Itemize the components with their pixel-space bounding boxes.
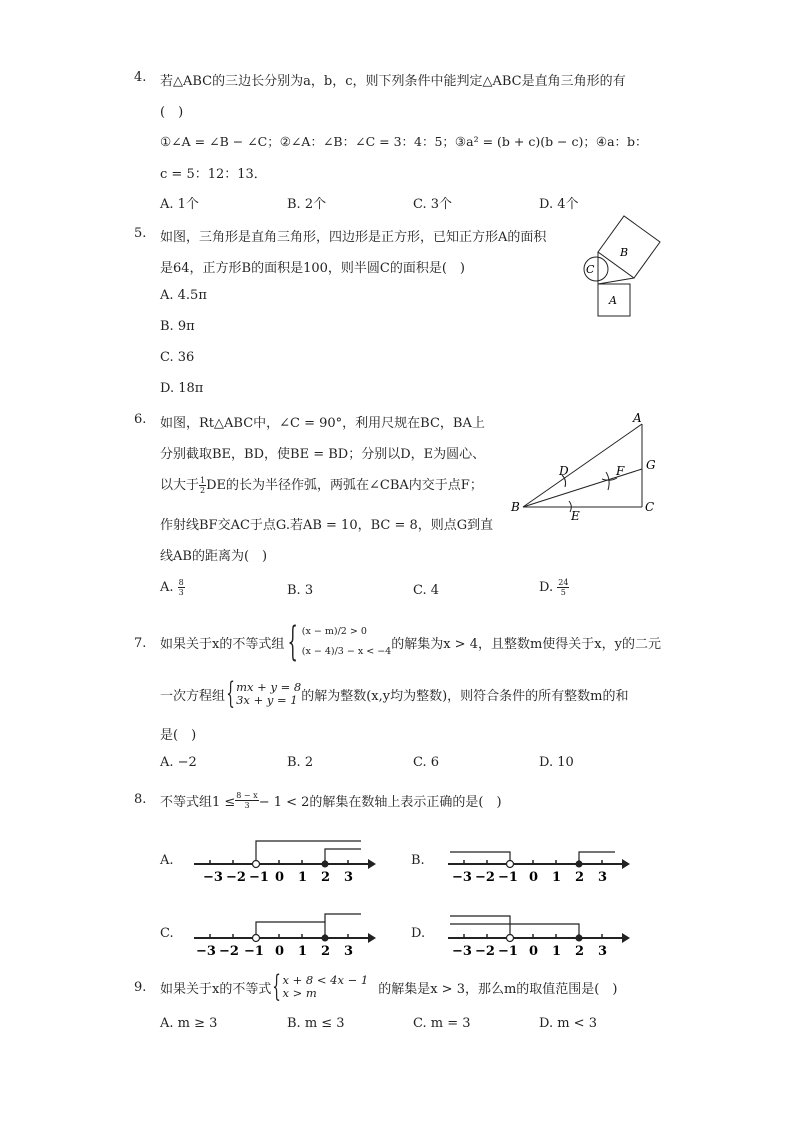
q9-brace: { xyxy=(272,969,282,1004)
q6-option-d-den: 5 xyxy=(560,588,566,597)
q6-stem-line3 xyxy=(160,474,483,495)
q8-c-tick-0: 0 xyxy=(275,944,285,959)
q5-option-a[interactable]: A. 4.5π xyxy=(160,288,207,303)
q9-system xyxy=(282,974,368,1000)
q6-label-a: A xyxy=(633,411,642,425)
q4-conditions-line2: c = 5：12：13． xyxy=(160,167,267,182)
q6-label-f: F xyxy=(616,464,625,478)
q7-stem-line2-post: 的解为整数(x,y均为整数)，则符合条件的所有整数m的和 xyxy=(301,688,629,704)
q8-numberline-b[interactable] xyxy=(440,828,640,886)
q4-stem-line1: 若△ABC的三边长分别为a，b，c，则下列条件中能判定△ABC是直角三角形的有 xyxy=(160,74,626,89)
q8-option-a-label[interactable]: A. xyxy=(160,853,174,868)
q6-label-b: B xyxy=(511,500,520,514)
q7-option-d[interactable]: D. 10 xyxy=(539,755,574,770)
q6-option-a-den: 3 xyxy=(178,588,184,597)
q4-option-c[interactable]: C. 3个 xyxy=(413,197,453,212)
q6-option-a-label: A. xyxy=(160,580,174,595)
q8-b-tick-0: 0 xyxy=(529,870,539,885)
q6-label-d: D xyxy=(559,464,569,478)
q8-option-d-label[interactable]: D. xyxy=(411,926,426,941)
q8-fraction xyxy=(235,791,258,810)
q8-numberline-d[interactable] xyxy=(440,902,640,960)
q8-c-tick-m3: −3 xyxy=(196,944,216,959)
q8-d-tick-3: 3 xyxy=(598,944,608,959)
q8-c-tick-2: 2 xyxy=(321,944,331,959)
q6-option-c[interactable]: C. 4 xyxy=(413,583,440,598)
q8-fraction-den: 3 xyxy=(244,800,250,810)
q9-stem-post: 的解集是x > 3，那么m的取值范围是( ) xyxy=(378,981,618,997)
q6-figure xyxy=(505,408,665,528)
q7-stem-line2-pre: 一次方程组 xyxy=(160,688,226,704)
q5-label-c: C xyxy=(586,263,595,276)
q8-stem-pre: 不等式组1 ≤ xyxy=(160,794,236,810)
q6-stem-line3-post: DE的长为半径作弧，两弧在∠CBA内交于点F； xyxy=(206,478,483,493)
q8-c-tick-3: 3 xyxy=(344,944,354,959)
q8-c-tick-1: 1 xyxy=(298,944,308,959)
q9-stem-pre: 如果关于x的不等式 xyxy=(160,981,272,997)
q6-stem-line5: 线AB的距离为( ) xyxy=(160,549,268,564)
q9-option-d[interactable]: D. m < 3 xyxy=(539,1016,597,1031)
q7-system2-row1: mx + y = 8 xyxy=(236,680,302,694)
q9-stem xyxy=(160,968,617,1006)
q9-option-c[interactable]: C. m = 3 xyxy=(413,1016,471,1031)
q8-a-tick-m1: −1 xyxy=(249,870,269,885)
q6-stem-line2: 分别截取BE，BD，使BE = BD；分别以D，E为圆心、 xyxy=(160,447,486,462)
q7-system1 xyxy=(302,622,391,662)
q8-d-tick-m2: −2 xyxy=(475,944,495,959)
q8-c-tick-m2: −2 xyxy=(219,944,239,959)
q8-option-c-label[interactable]: C. xyxy=(160,926,174,941)
q9-system-row1: x + 8 < 4x − 1 xyxy=(282,973,369,987)
q7-brace2: { xyxy=(226,676,235,711)
q8-a-tick-m3: −3 xyxy=(203,870,223,885)
q8-stem-post: − 1 < 2的解集在数轴上表示正确的是( ) xyxy=(258,794,502,810)
q6-option-a-fraction xyxy=(178,578,185,597)
q5-option-c[interactable]: C. 36 xyxy=(160,350,195,365)
q8-c-tick-m1: −1 xyxy=(244,944,264,959)
q5-option-d[interactable]: D. 18π xyxy=(160,381,204,396)
q6-stem-line4: 作射线BF交AC于点G.若AB = 10，BC = 8，则点G到直 xyxy=(160,518,494,533)
q7-system2 xyxy=(236,681,301,707)
q5-number: 5. xyxy=(134,226,147,241)
q8-a-tick-m2: −2 xyxy=(226,870,246,885)
q9-option-a[interactable]: A. m ≥ 3 xyxy=(160,1016,218,1031)
q6-stem-line1: 如图，Rt△ABC中，∠C = 90°，利用尺规在BC，BA上 xyxy=(160,416,485,431)
q5-label-a: A xyxy=(609,294,617,307)
q7-system1-row2: (x − 4)/3 − x < −4 xyxy=(301,646,392,657)
q7-stem-line1-pre: 如果关于x的不等式组 xyxy=(160,636,285,652)
q5-stem-line1: 如图，三角形是直角三角形，四边形是正方形，已知正方形A的面积 xyxy=(160,230,547,245)
q4-number: 4. xyxy=(134,70,147,85)
q8-number: 8. xyxy=(134,792,147,807)
q5-square-b xyxy=(598,216,660,278)
q6-label-g: G xyxy=(646,458,656,472)
q8-d-tick-0: 0 xyxy=(529,944,539,959)
q6-number: 6. xyxy=(134,412,147,427)
q6-label-c: C xyxy=(645,500,655,514)
q8-b-tick-1: 1 xyxy=(552,870,562,885)
q8-b-tick-3: 3 xyxy=(598,870,608,885)
q8-numberline-c[interactable] xyxy=(186,902,386,960)
q8-numberline-a[interactable] xyxy=(186,828,386,886)
q8-a-tick-1: 1 xyxy=(298,870,308,885)
q5-option-b[interactable]: B. 9π xyxy=(160,319,195,334)
q8-b-tick-2: 2 xyxy=(575,870,585,885)
q4-conditions-line1: ①∠A = ∠B − ∠C；②∠A：∠B：∠C = 3：4：5；③a² = (b + c)(b − c)；④a：b： xyxy=(160,134,648,149)
q9-option-b[interactable]: B. m ≤ 3 xyxy=(287,1016,345,1031)
q8-option-b-label[interactable]: B. xyxy=(411,853,425,868)
q6-stem-line3-pre: 以大于 xyxy=(160,478,200,493)
q4-option-d[interactable]: D. 4个 xyxy=(539,197,579,212)
q6-option-a[interactable] xyxy=(160,578,185,597)
q7-option-c[interactable]: C. 6 xyxy=(413,755,440,770)
q6-option-d-label: D. xyxy=(539,580,554,595)
q6-option-d-num: 24 xyxy=(558,578,569,587)
q7-brace1: { xyxy=(287,619,299,665)
q8-d-tick-m3: −3 xyxy=(452,944,472,959)
q4-option-a[interactable]: A. 1个 xyxy=(160,197,199,212)
q6-label-e: E xyxy=(571,509,580,523)
q7-number: 7. xyxy=(134,636,147,651)
q4-stem-line2: ( ) xyxy=(160,105,184,120)
q8-a-tick-2: 2 xyxy=(321,870,331,885)
q6-option-d-fraction xyxy=(557,578,569,597)
q6-half-den: 2 xyxy=(200,486,206,495)
q6-option-a-num: 8 xyxy=(178,578,184,587)
q8-b-tick-m3: −3 xyxy=(452,870,472,885)
q7-stem-line1 xyxy=(160,616,661,668)
q7-option-b[interactable]: B. 2 xyxy=(287,755,314,770)
q8-d-tick-1: 1 xyxy=(552,944,562,959)
q4-option-b[interactable]: B. 2个 xyxy=(287,197,327,212)
q6-option-d[interactable] xyxy=(539,578,569,597)
q8-b-tick-m2: −2 xyxy=(475,870,495,885)
q8-fraction-num: 8 − x xyxy=(236,790,258,800)
q6-option-b[interactable]: B. 3 xyxy=(287,583,314,598)
q8-d-tick-2: 2 xyxy=(575,944,585,959)
q8-b-tick-m1: −1 xyxy=(498,870,518,885)
q8-d-tick-m1: −1 xyxy=(498,944,518,959)
q7-system2-row2: 3x + y = 1 xyxy=(236,693,298,707)
q7-stem-line1-post: 的解集为x > 4，且整数m使得关于x，y的二元 xyxy=(391,636,661,652)
q8-a-tick-0: 0 xyxy=(275,870,285,885)
q7-stem-line3: 是( ) xyxy=(160,728,197,743)
q5-stem-line2: 是64，正方形B的面积是100，则半圆C的面积是( ) xyxy=(160,261,465,276)
q6-arc-f1 xyxy=(606,472,609,490)
q5-label-b: B xyxy=(620,246,629,259)
q7-stem-line2 xyxy=(160,676,629,712)
q9-number: 9. xyxy=(134,980,147,995)
q5-figure xyxy=(576,212,676,320)
q8-a-tick-3: 3 xyxy=(344,870,354,885)
q8-stem xyxy=(160,786,502,814)
q9-system-row2: x > m xyxy=(282,986,317,1000)
q6-half-num: 1 xyxy=(200,476,206,485)
q7-option-a[interactable]: A. −2 xyxy=(160,755,197,770)
q7-system1-row1: (x − m)/2 > 0 xyxy=(301,626,367,637)
